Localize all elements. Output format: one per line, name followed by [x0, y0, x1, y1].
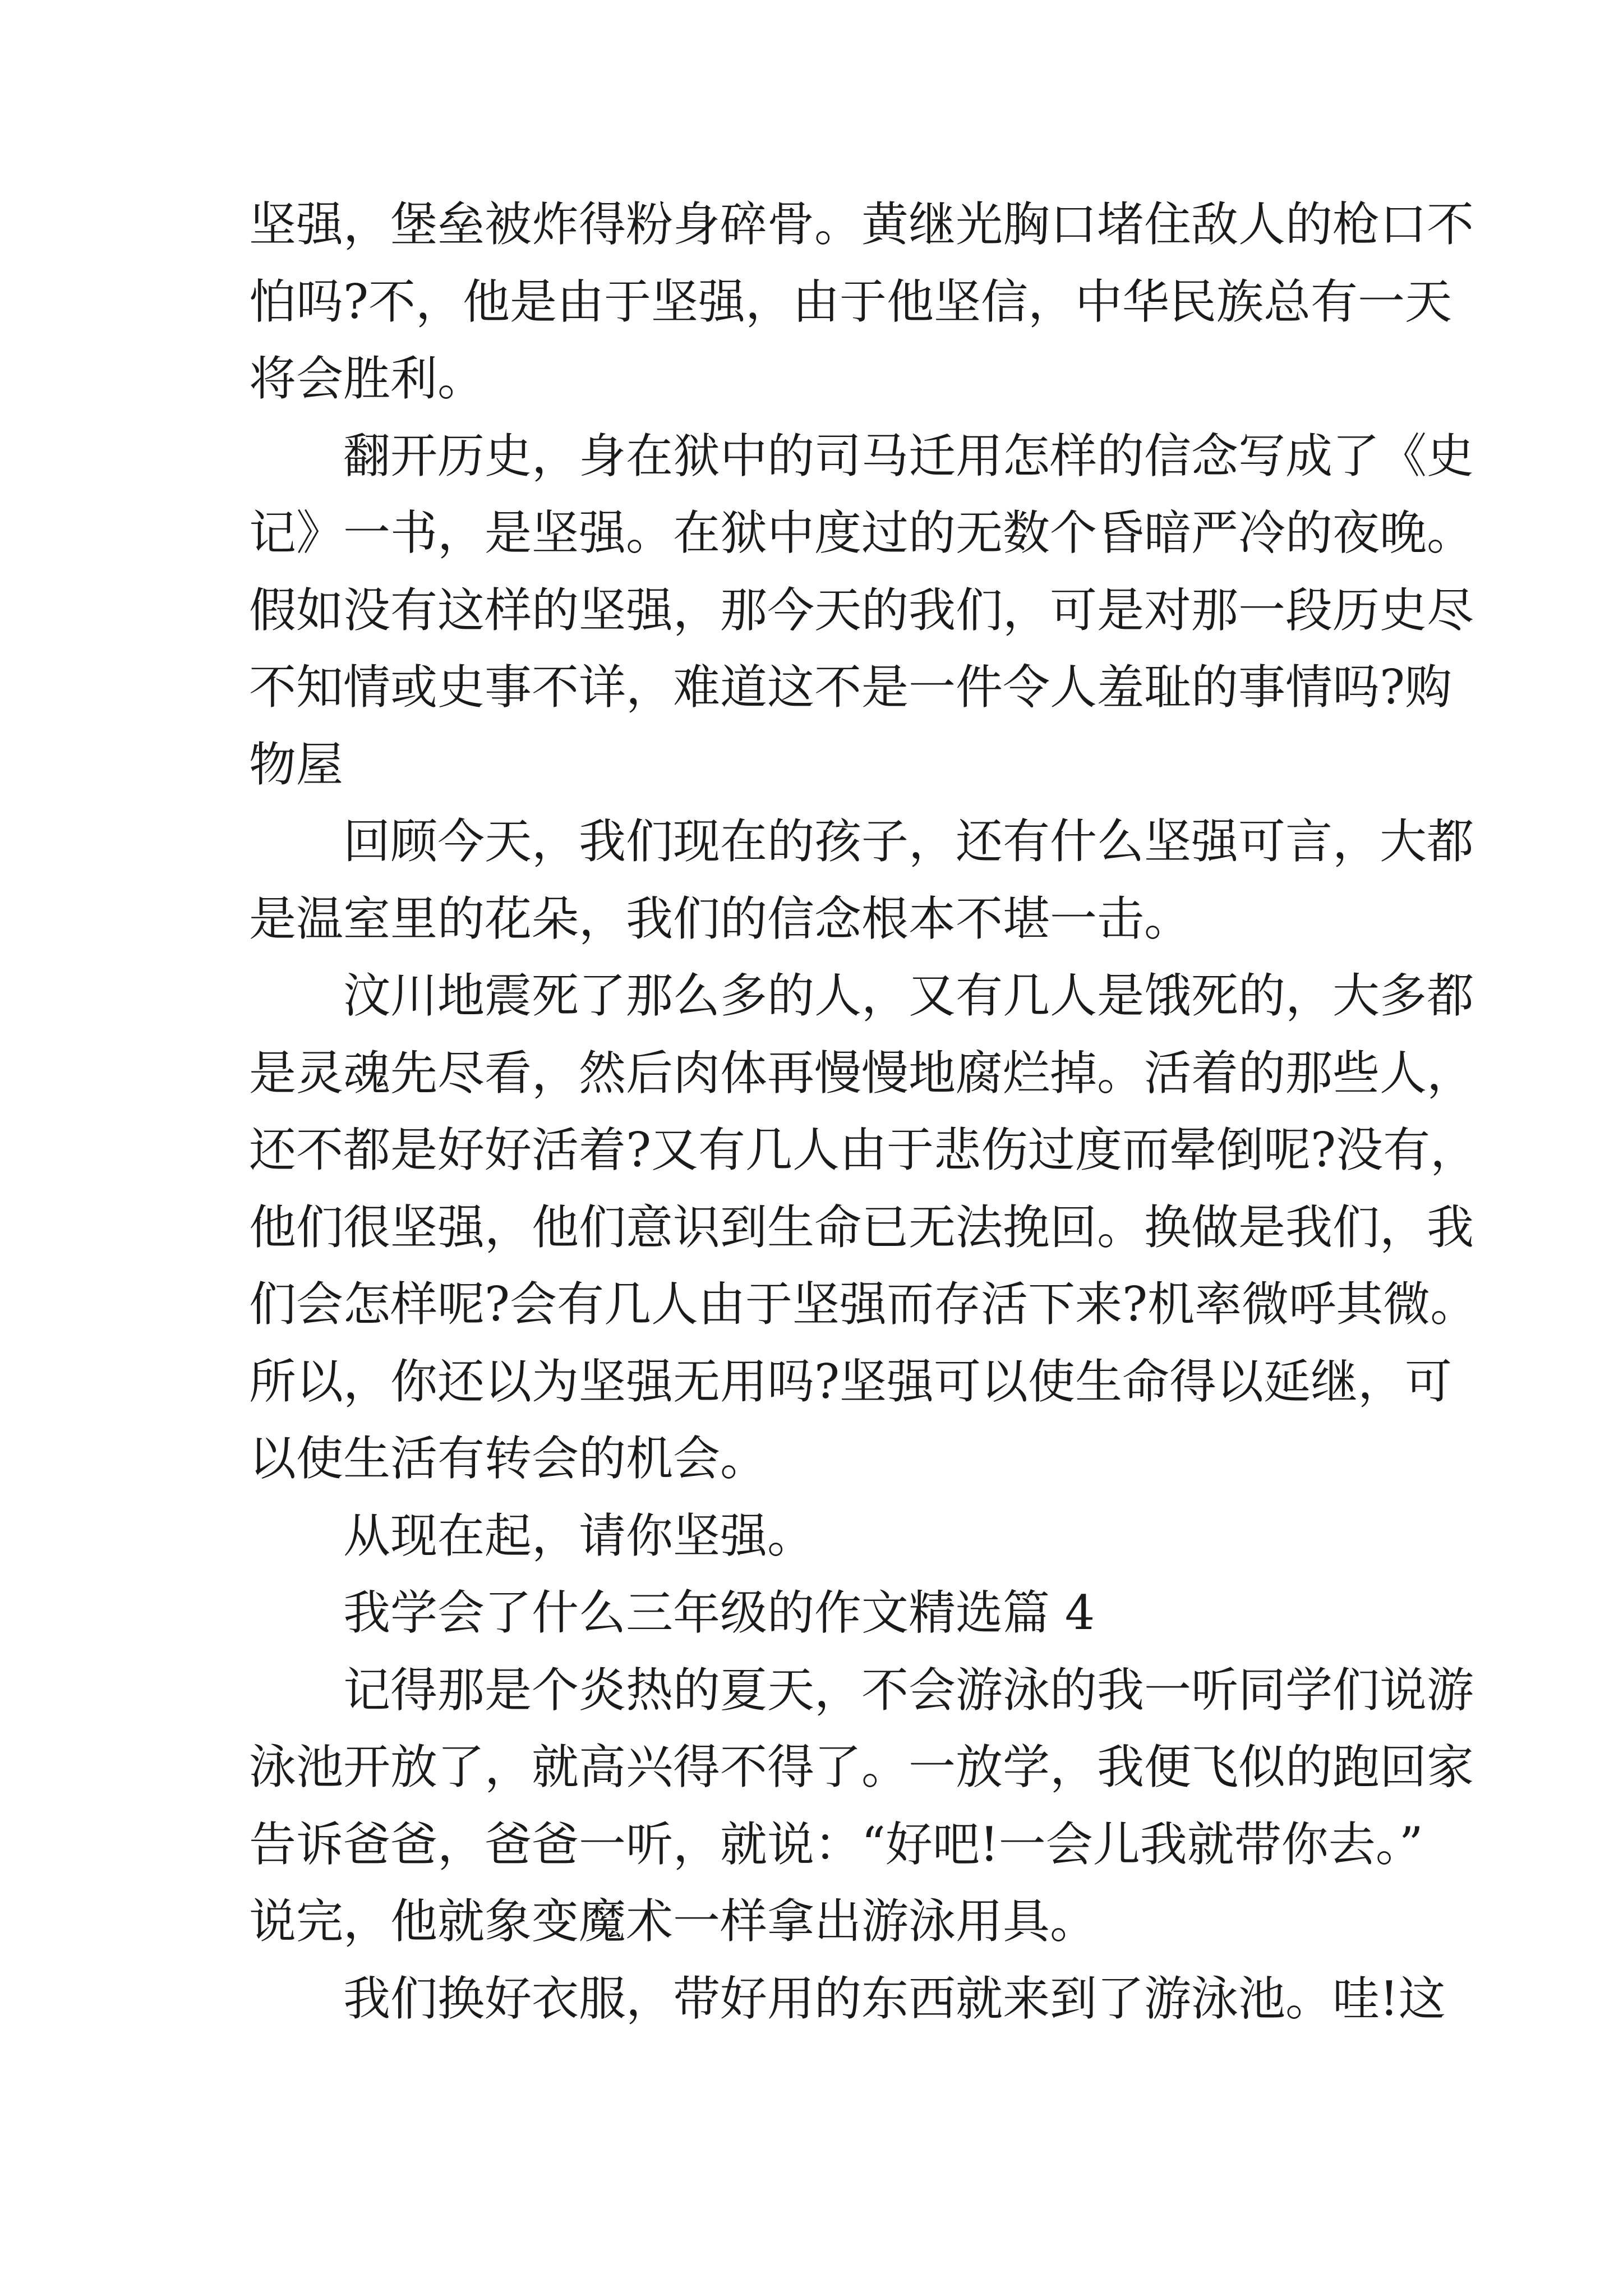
text-line: 从现在起，请你坚强。	[343, 1508, 815, 1563]
text-line: 将会胜利。	[249, 351, 485, 406]
text-line: 说完，他就象变魔术一样拿出游泳用具。	[249, 1894, 1098, 1949]
text-line: 还不都是好好活着?又有几人由于悲伤过度而晕倒呢?没有，	[249, 1122, 1478, 1177]
text-line: 以使生活有转会的机会。	[249, 1431, 768, 1486]
essay-body	[249, 186, 1478, 2037]
text-line: 汶川地震死了那么多的人，又有几人是饿死的，大多都	[343, 968, 1474, 1023]
text-line: 他们很坚强，他们意识到生命已无法挽回。换做是我们，我	[249, 1199, 1474, 1255]
text-line: 坚强，堡垒被炸得粉身碎骨。黄继光胸口堵住敌人的枪口不	[249, 197, 1474, 252]
text-line: 所以，你还以为坚强无用吗?坚强可以使生命得以延继，可	[249, 1354, 1453, 1409]
section-heading: 我学会了什么三年级的作文精选篇 4	[343, 1585, 1095, 1640]
text-line: 告诉爸爸，爸爸一听，就说：“好吧!一会儿我就带你去。”	[249, 1816, 1423, 1872]
text-line: 怕吗?不，他是由于坚强，由于他坚信，中华民族总有一天	[249, 274, 1453, 329]
text-line: 是温室里的花朵，我们的信念根本不堪一击。	[249, 891, 1192, 946]
text-line: 们会怎样呢?会有几人由于坚强而存活下来?机率微呼其微。	[249, 1277, 1478, 1332]
text-line: 回顾今天，我们现在的孩子，还有什么坚强可言，大都	[343, 814, 1474, 869]
text-line: 翻开历史，身在狱中的司马迁用怎样的信念写成了《史	[343, 428, 1474, 484]
text-line: 记得那是个炎热的夏天，不会游泳的我一听同学们说游	[343, 1662, 1474, 1718]
text-line: 我们换好衣服，带好用的东西就来到了游泳池。哇!这	[343, 1971, 1446, 2026]
text-line: 假如没有这样的坚强，那今天的我们，可是对那一段历史尽	[249, 582, 1474, 638]
text-line: 物屋	[249, 737, 344, 792]
text-line: 是灵魂先尽看，然后肉体再慢慢地腐烂掉。活着的那些人，	[249, 1045, 1474, 1101]
text-line: 记》一书，是坚强。在狱中度过的无数个昏暗严冷的夜晚。	[249, 505, 1474, 560]
text-line: 不知情或史事不详，难道这不是一件令人羞耻的事情吗?购	[249, 660, 1453, 715]
text-line: 泳池开放了，就高兴得不得了。一放学，我便飞似的跑回家	[249, 1740, 1474, 1795]
